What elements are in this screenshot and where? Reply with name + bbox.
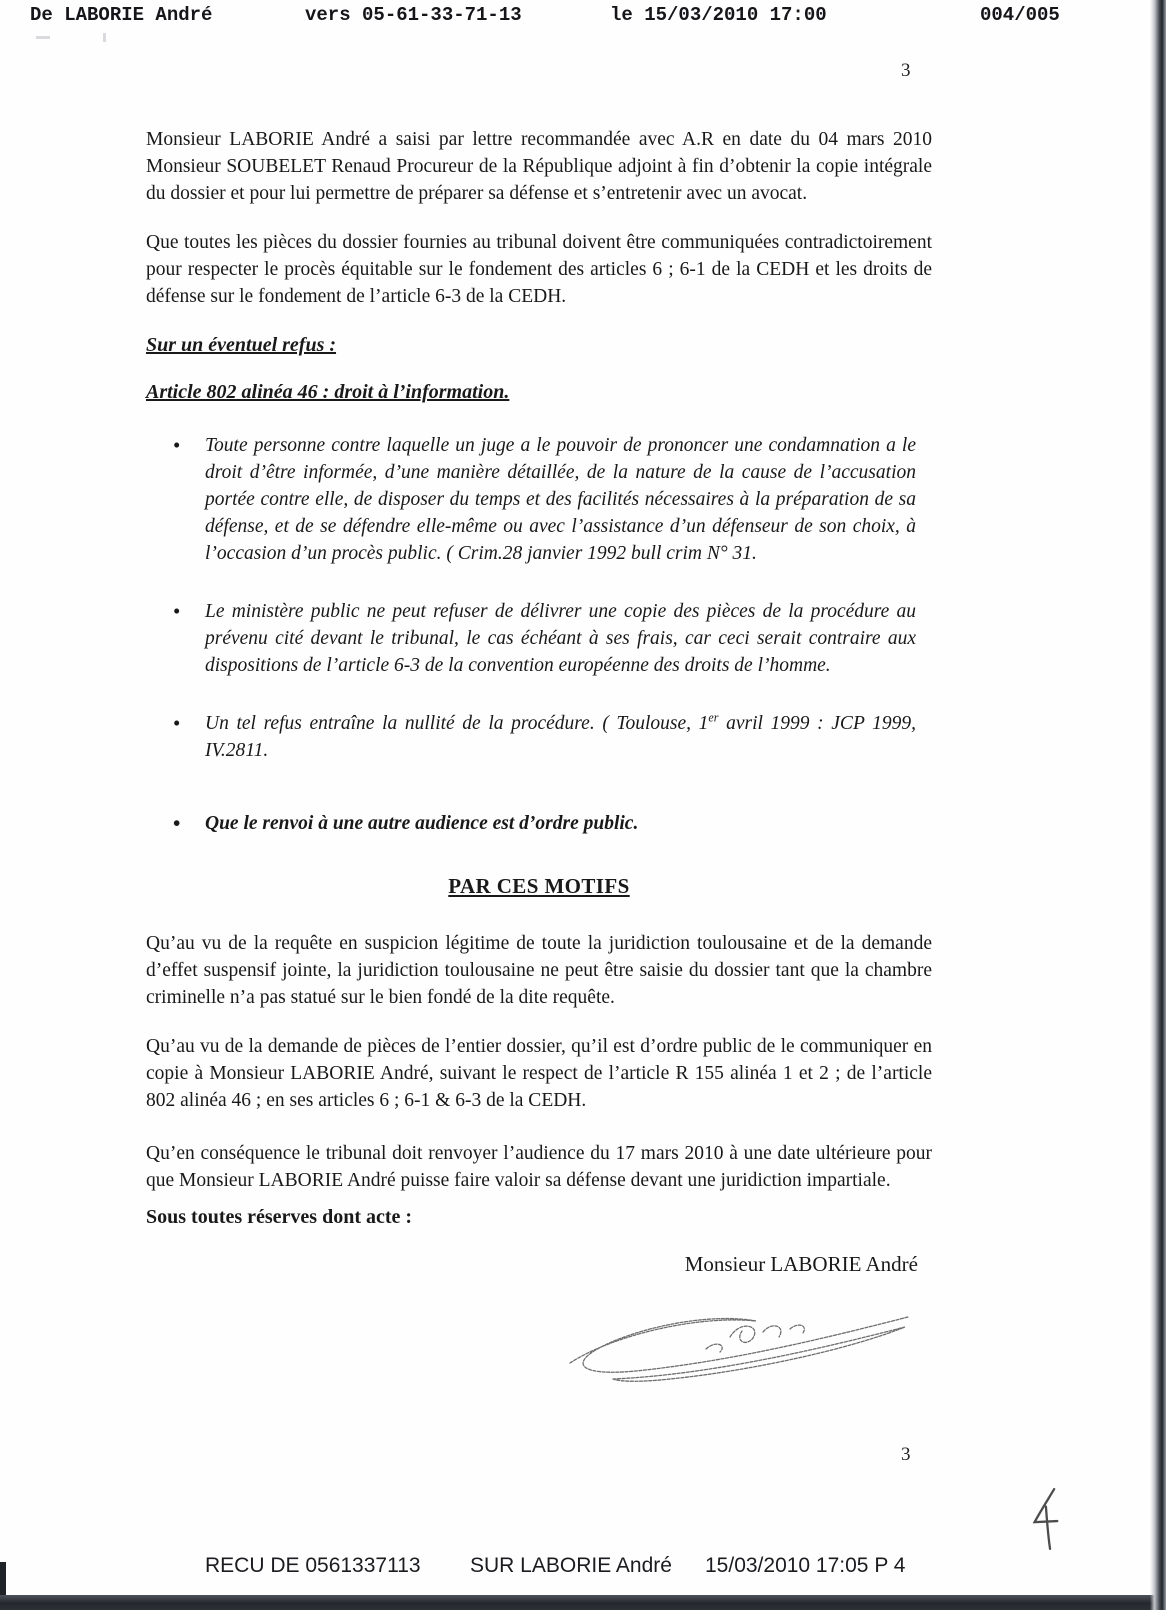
- page-number-top: 3: [901, 60, 911, 81]
- fax-datetime: le 15/03/2010 17:00: [610, 4, 827, 26]
- signature-scrawl: [558, 1287, 918, 1387]
- scan-smudge: [36, 36, 50, 39]
- bullet-text: Le ministère public ne peut refuser de délivrer une copie des pièces de la procédure au prévenu cité devant le tribunal, le cas échéant à ses frais, car ceci serait contraire aux dispositions de l’article 6-3 de la convention européenne des droits de l’homme.: [205, 601, 916, 676]
- footer-datetime-page: 15/03/2010 17:05 P 4: [705, 1554, 906, 1577]
- scan-edge-left: [0, 1562, 6, 1596]
- heading-article-802: Article 802 alinéa 46 : droit à l’information.: [146, 381, 510, 403]
- handwritten-page-number: [1030, 1486, 1066, 1552]
- bullet-item-nullite: [205, 710, 916, 764]
- paragraph-communication: Qu’au vu de la demande de pièces de l’entier dossier, qu’il est d’ordre public de le communiquer en copie à Monsieur LABORIE André, suivant le respect de l’article R 155 alinéa 1 et 2 ; de l’article 802 alinéa 46 ; en ses articles 6 ; 6-1 & 6-3 de la CEDH.: [146, 1036, 932, 1111]
- bullet-list: [146, 432, 932, 837]
- footer-received-from: RECU DE 0561337113: [205, 1554, 421, 1577]
- fax-header: [0, 4, 1166, 34]
- paragraph-pieces: Que toutes les pièces du dossier fournies au tribunal doivent être communiquées contradictoirement pour respecter le procès équitable sur le fondement des articles 6 ; 6-1 de la CEDH et les droits de défense sur le fondement de l’article 6-3 de la CEDH.: [146, 232, 932, 307]
- footer-recipient: SUR LABORIE André: [470, 1554, 672, 1577]
- scan-edge-right: [1150, 0, 1166, 1610]
- paragraph-suspicion: Qu’au vu de la requête en suspicion légitime de toute la juridiction toulousaine et de la demande d’effet suspensif jointe, la juridiction toulousaine ne peut être saisie du dossier tant que la chambre criminelle n’a pas statué sur le bien fondé de la dite requête.: [146, 933, 932, 1008]
- document-body: [146, 126, 932, 1387]
- fax-recipient-number: vers 05-61-33-71-13: [305, 4, 522, 26]
- scan-smudge: [103, 33, 106, 42]
- paragraph-saisine: Monsieur LABORIE André a saisi par lettre recommandée avec A.R en date du 04 mars 2010 Monsieur SOUBELET Renaud Procureur de la République adjoint à fin d’obtenir la copie intégrale du dossier et pour lui permettre de préparer sa défense et s’entretenir avec un avocat.: [146, 129, 932, 204]
- bullet-item-droit-information: [205, 432, 916, 567]
- paragraph-renvoi-audience: Qu’en conséquence le tribunal doit renvoyer l’audience du 17 mars 2010 à une date ultérieure pour que Monsieur LABORIE André puisse faire valoir sa défense devant une juridiction impartiale.: [146, 1143, 932, 1191]
- heading-par-ces-motifs: PAR CES MOTIFS: [448, 874, 630, 898]
- fax-sender: De LABORIE André: [30, 4, 213, 26]
- bullet-item-renvoi: [205, 810, 916, 837]
- bullet-text: Que le renvoi à une autre audience est d’ordre public.: [205, 813, 639, 834]
- fax-footer: [0, 1554, 1166, 1584]
- ordinal-superscript: er: [708, 710, 719, 725]
- page-number-bottom: 3: [901, 1444, 911, 1465]
- signature-block: [146, 1251, 932, 1387]
- signature-name: Monsieur LABORIE André: [684, 1252, 918, 1276]
- reserves-statement: Sous toutes réserves dont acte :: [146, 1206, 413, 1228]
- bullet-item-ministere-public: [205, 598, 916, 679]
- bullet-text-pre: Un tel refus entraîne la nullité de la procédure. ( Toulouse, 1: [205, 713, 709, 734]
- bullet-text: Toute personne contre laquelle un juge a le pouvoir de prononcer une condamnation a le droit d’être informée, d’une manière détaillée, de la nature de la cause de l’accusation portée contre elle, de disposer du temps et des facilités nécessaires à la préparation de sa défense, et de se défendre elle-même ou avec l’assistance d’un défenseur de son choix, à l’occasion d’un procès public. ( Crim.28 janvier 1992 bull crim N° 31.: [205, 435, 916, 564]
- bullet-text-post: avril 1999 : JCP 1999, IV.2811.: [205, 713, 916, 761]
- scan-edge-bottom: [0, 1595, 1166, 1610]
- fax-page-counter: 004/005: [980, 4, 1060, 26]
- heading-eventuel-refus: Sur un éventuel refus :: [146, 334, 337, 356]
